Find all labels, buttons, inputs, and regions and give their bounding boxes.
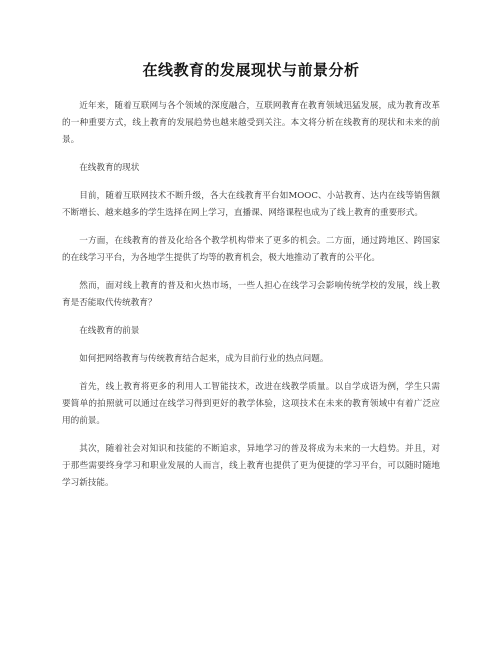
section-heading-current-status: 在线教育的现状 [79,163,140,173]
paragraph-ai-technology: 首先，线上教育将更多的利用人工智能技术，改进在线教学质量。以自学成语为例，学生只需要简单的拍照就可以通过在线学习得到更好的教学体验，这项技术在未来的教育领域中有着广泛应用的前景。 [62,382,440,426]
document-page [62,60,440,503]
document-title: 在线教育的发展现状与前景分析 [142,61,360,79]
paragraph-intro: 近年来，随着互联网与各个领域的深度融合，互联网教育在教育领域迅猛发展，成为教育改革的一种重要方式，线上教育的发展趋势也越来越受到关注。本文将分析在线教育的现状和未来的前景。 [62,101,440,145]
paragraph-current-status: 目前，随着互联网技术不断升级，各大在线教育平台如MOOC、小站教育、达内在线等销售额不断增长、越来越多的学生选择在网上学习，直播课、网络课程也成为了线上教育的重要形式。 [62,191,440,218]
paragraph-opportunities: 一方面，在线教育的普及化给各个教学机构带来了更多的机会。二方面，通过跨地区、跨国家的在线学习平台，为各地学生提供了均等的教育机会，极大地推动了教育的公平化。 [62,236,440,263]
section-heading-prospects: 在线教育的前景 [79,326,140,336]
paragraph-integration: 如何把网络教育与传统教育结合起来，成为目前行业的热点问题。 [79,354,329,364]
paragraph-remote-learning: 其次，随着社会对知识和技能的不断追求，异地学习的普及将成为未来的一大趋势。并且，对于那些需要终身学习和职业发展的人而言，线上教育也提供了更为便捷的学习平台，可以随时随地学习新技能。 [62,444,440,488]
paragraph-concerns: 然而，面对线上教育的普及和火热市场，一些人担心在线学习会影响传统学校的发展，线上教育是否能取代传统教育？ [62,281,440,308]
